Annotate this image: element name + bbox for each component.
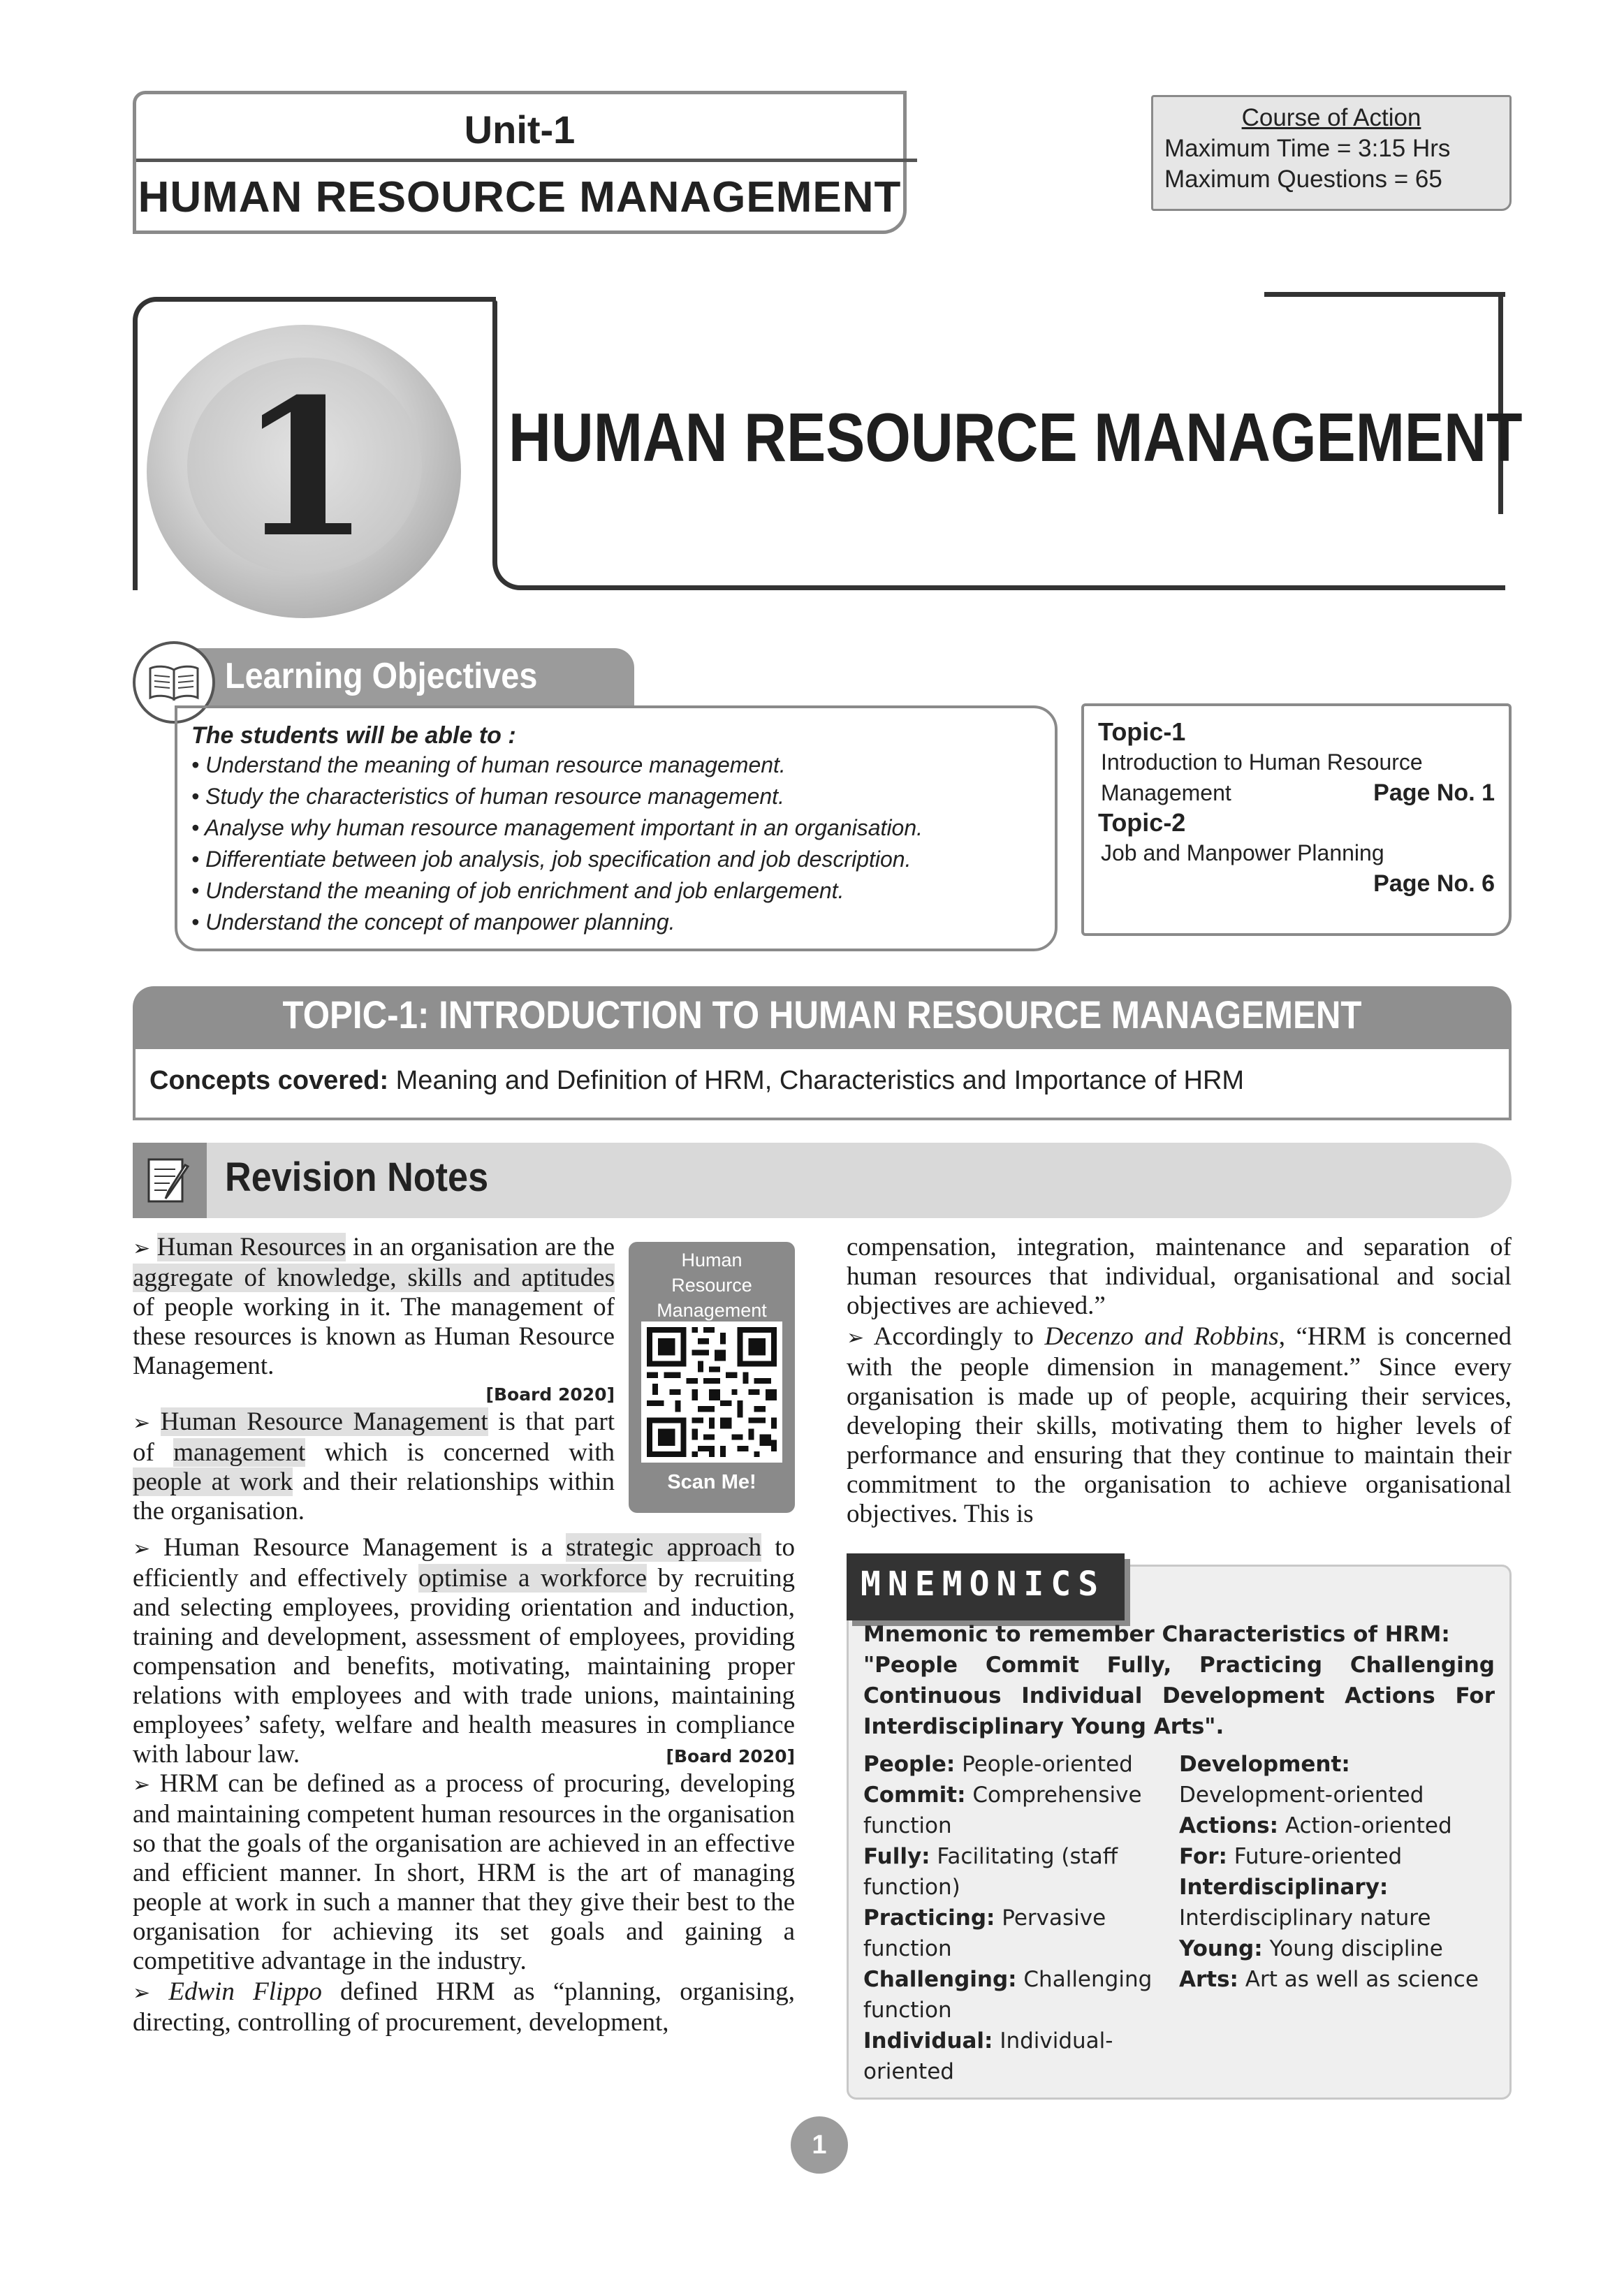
mnemonic-key: Practicing: <box>863 1905 995 1931</box>
mnemonic-value: Challenging function <box>863 1967 1153 2023</box>
mnemonics-quote: "People Commit Fully, Practicing Challenging Continuous Individual Development Actions For Interdisciplinary Young Arts". <box>863 1653 1495 1739</box>
learning-objectives-box <box>175 705 1058 951</box>
mnemonic-key: Interdisciplinary: <box>1179 1875 1389 1900</box>
arrow-bullet-icon: ➢ <box>847 1326 865 1350</box>
qr-label-line: Human <box>681 1250 742 1271</box>
revision-notes-heading: Revision Notes <box>225 1155 489 1200</box>
concepts-label: Concepts covered: <box>149 1066 389 1095</box>
highlight: strategic approach <box>566 1533 762 1562</box>
text: which is concerned with <box>305 1438 615 1467</box>
qr-label <box>629 1247 795 1323</box>
notes-left-column-top <box>133 1233 615 1528</box>
text: Human Resource Management is a <box>150 1533 566 1562</box>
qr-scan-label: Scan Me! <box>667 1471 756 1493</box>
page-number: 1 <box>791 2116 848 2174</box>
topic-index-box <box>1081 703 1512 936</box>
board-tag: [Board 2020] <box>666 1746 795 1766</box>
topic-1-line2: Management <box>1101 780 1231 805</box>
unit-box <box>133 91 907 234</box>
notes-right-column <box>847 1233 1512 1530</box>
highlight: management <box>173 1438 306 1467</box>
note-paragraph-4 <box>133 1769 795 1976</box>
topic-1-page: Page No. 1 <box>1373 779 1495 806</box>
unit-divider <box>136 159 917 162</box>
mnemonic-value: Pervasive function <box>863 1905 1106 1961</box>
topic-2-row <box>1098 868 1495 899</box>
learning-objectives-heading: Learning Objectives <box>225 656 538 696</box>
max-questions: Maximum Questions = 65 <box>1164 166 1442 193</box>
mnemonic-item <box>863 1780 1179 1841</box>
author-name: Decenzo and Robbins <box>1044 1322 1279 1351</box>
topic-2-line1: Job and Manpower Planning <box>1101 840 1384 865</box>
mnemonic-value: Facilitating (staff function) <box>863 1844 1118 1900</box>
text: defined HRM as “planning, organising, directing, controlling of procurement, development, <box>133 1977 795 2037</box>
text: of people working in it. The management of these resources is known as Human Resource Management. <box>133 1293 615 1380</box>
mnemonic-key: People: <box>863 1752 956 1777</box>
mnemonic-item <box>1179 1933 1495 1964</box>
notes-left-column-bottom <box>133 1533 795 2039</box>
course-title: Course of Action <box>1241 104 1421 131</box>
arrow-bullet-icon: ➢ <box>133 1537 151 1561</box>
mnemonic-value: Action-oriented <box>1278 1813 1452 1838</box>
mnemonic-item <box>1179 1749 1495 1810</box>
text: by recruiting and selecting employees, providing orientation and induction, training and development, assessment of employees, providing compensation and benefits, motivating, maintaining proper relations with employees and with trade unions, maintaining employees’ safety, welfare and health measures in compliance with labour law. <box>133 1564 795 1769</box>
note-paragraph-5-continued: compensation, integration, maintenance and separation of human resources that individual, organisational and social objectives are achieved.” <box>847 1233 1512 1320</box>
mnemonic-value: Individual-oriented <box>863 2028 1113 2084</box>
mnemonics-tab-label: MNEMONICS <box>861 1565 1106 1604</box>
mnemonics-content <box>863 1619 1495 2087</box>
mnemonic-item <box>1179 1964 1495 1995</box>
concepts-text: Meaning and Definition of HRM, Characteristics and Importance of HRM <box>388 1066 1245 1095</box>
mnemonic-item <box>1179 1841 1495 1872</box>
mnemonic-value: Development-oriented <box>1179 1782 1424 1808</box>
mnemonic-item <box>1179 1872 1495 1933</box>
mnemonic-value: Future-oriented <box>1227 1844 1403 1869</box>
mnemonics-left-column <box>863 1749 1179 2087</box>
qr-label-line: Management <box>657 1300 767 1321</box>
objective-item: • Differentiate between job analysis, job specification and job description. <box>191 847 912 872</box>
mnemonic-key: Actions: <box>1179 1813 1279 1838</box>
course-of-action-box <box>1151 95 1512 211</box>
text: in an organisation are the <box>346 1233 615 1261</box>
notepad-pencil-icon <box>133 1143 207 1218</box>
concepts-covered <box>133 1048 1512 1120</box>
text: is that part of <box>133 1407 615 1467</box>
max-time: Maximum Time = 3:15 Hrs <box>1164 135 1451 162</box>
topic-2-page: Page No. 6 <box>1373 870 1495 897</box>
text: HRM can be defined as a process of procuring, developing and maintaining competent human resources in the organisation so that the goals of the organisation are achieved in an effective and efficient manner. In short, HRM is the art of managing people at work in such a manner that they give their best to the organisation for achieving its set goals and gaining a competitive advantage in the industry. <box>133 1769 795 1975</box>
mnemonic-item <box>863 2026 1179 2087</box>
highlight: people at work <box>133 1467 293 1496</box>
chapter-frame-top <box>1264 292 1505 297</box>
mnemonic-item <box>863 1964 1179 2026</box>
mnemonic-item <box>863 1749 1179 1780</box>
topic-1-row <box>1098 777 1495 808</box>
mnemonic-key: Fully: <box>863 1844 930 1869</box>
mnemonic-key: Young: <box>1179 1936 1263 1961</box>
mnemonic-key: For: <box>1179 1844 1227 1869</box>
text: and their relationships within the organisation. <box>133 1467 615 1525</box>
mnemonics-heading: Mnemonic to remember Characteristics of HRM: <box>863 1622 1450 1647</box>
highlight: aggregate of knowledge, skills and aptitudes <box>133 1264 615 1292</box>
mnemonic-key: Individual: <box>863 2028 993 2054</box>
mnemonic-value: Comprehensive function <box>863 1782 1142 1838</box>
note-paragraph-1 <box>133 1233 615 1381</box>
objective-item: • Study the characteristics of human resource management. <box>191 784 784 809</box>
chapter-title: HUMAN RESOURCE MANAGEMENT <box>509 399 1523 476</box>
mnemonic-key: Commit: <box>863 1782 966 1808</box>
arrow-bullet-icon: ➢ <box>133 1981 151 2005</box>
objective-item: • Understand the meaning of job enrichment and job enlargement. <box>191 878 844 903</box>
mnemonics-right-column <box>1179 1749 1495 2087</box>
highlight: Human Resource Management <box>160 1407 488 1436</box>
author-name: Edwin Flippo <box>168 1977 322 2006</box>
text: to efficiently and effectively <box>133 1533 796 1593</box>
objective-item: • Understand the meaning of human resource management. <box>191 752 786 777</box>
learning-objectives-intro: The students will be able to : <box>191 722 516 749</box>
qr-label-line: Resource <box>671 1275 752 1296</box>
highlight: Human Resources <box>156 1233 346 1261</box>
note-paragraph-6 <box>847 1322 1512 1529</box>
note-paragraph-3 <box>133 1533 795 1769</box>
mnemonic-item <box>863 1903 1179 1964</box>
qr-code-icon[interactable] <box>641 1322 782 1463</box>
text: , “HRM is concerned with the people dimension in management.” Since every organisation is made up of people, acquiring their services, developing their skills, motivating them to higher levels of performance and ensuring that they continue to maintain their commitment to the organisation to achieve organisational objectives. This is <box>847 1322 1512 1528</box>
mnemonic-key: Arts: <box>1179 1967 1238 1992</box>
highlight: optimise a workforce <box>418 1564 648 1593</box>
objective-item: • Understand the concept of manpower planning. <box>191 909 675 935</box>
objective-item: • Analyse why human resource management important in an organisation. <box>191 815 923 840</box>
note-paragraph-5 <box>133 1977 795 2037</box>
board-tag: [Board 2020] <box>485 1384 615 1405</box>
arrow-bullet-icon: ➢ <box>133 1411 151 1435</box>
mnemonic-value: Young discipline <box>1262 1936 1443 1961</box>
topic-2-label: Topic-2 <box>1098 808 1186 837</box>
note-paragraph-2 <box>133 1407 615 1526</box>
mnemonic-key: Development: <box>1179 1752 1350 1777</box>
topic-1-line1: Introduction to Human Resource <box>1101 749 1423 775</box>
mnemonics-columns <box>863 1749 1495 2087</box>
mnemonic-value: People-oriented <box>955 1752 1133 1777</box>
mnemonic-item <box>1179 1810 1495 1841</box>
mnemonic-value: Interdisciplinary nature <box>1179 1905 1431 1931</box>
mnemonic-key: Challenging: <box>863 1967 1017 1992</box>
unit-label: Unit-1 <box>464 108 576 152</box>
chapter-number: 1 <box>239 357 370 579</box>
topic-1-title: TOPIC-1: INTRODUCTION TO HUMAN RESOURCE MANAGEMENT <box>282 993 1362 1037</box>
unit-title: HUMAN RESOURCE MANAGEMENT <box>138 173 902 221</box>
arrow-bullet-icon: ➢ <box>133 1236 151 1261</box>
mnemonic-value: Art as well as science <box>1238 1967 1479 1992</box>
topic-1-label: Topic-1 <box>1098 717 1186 746</box>
text: Accordingly to <box>864 1322 1045 1351</box>
arrow-bullet-icon: ➢ <box>133 1773 151 1797</box>
mnemonic-item <box>863 1841 1179 1903</box>
